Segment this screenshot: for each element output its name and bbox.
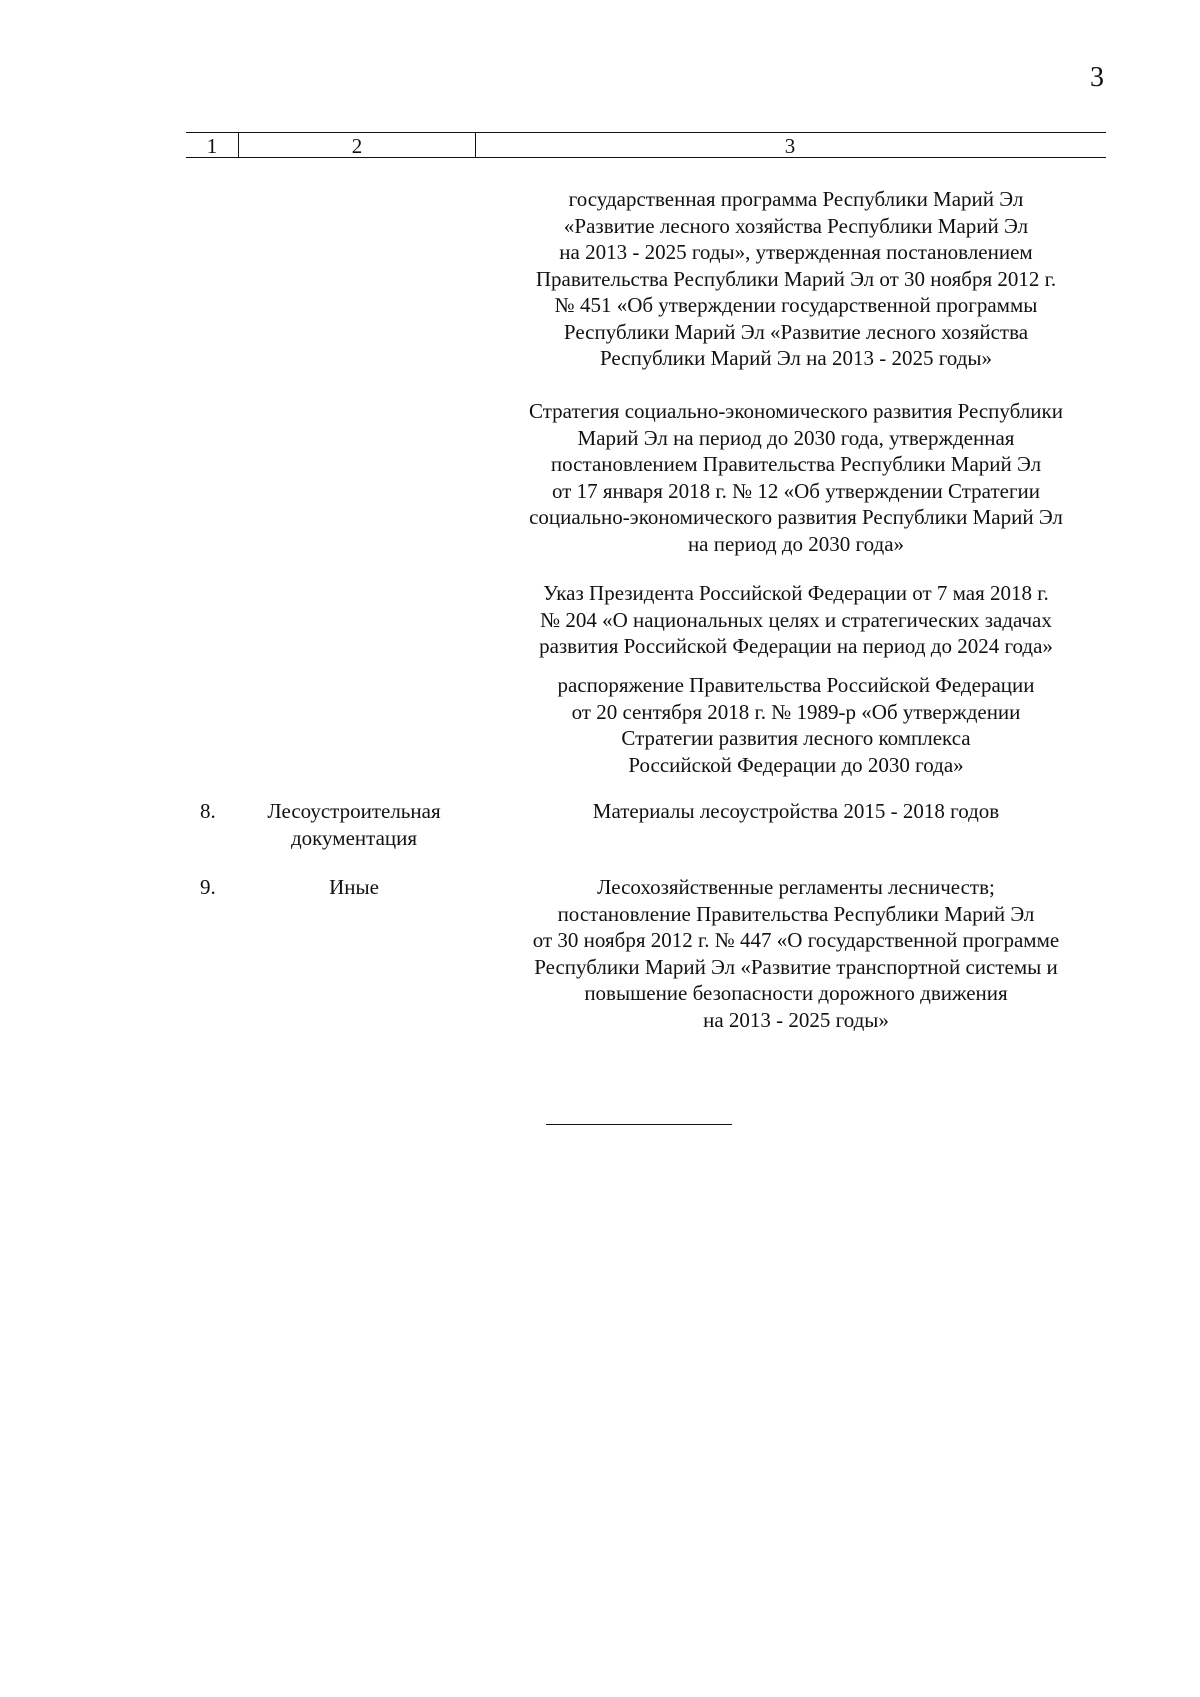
document-reference-presidential-decree: Указ Президента Российской Федерации от 7 мая 2018 г. № 204 «О национальных целях и стратегических задачах развития Российской Федерации на период до 2024 года» — [539, 581, 1053, 658]
row-8-name: Лесоустроительная документация — [267, 799, 441, 850]
page-number: 3 — [1090, 62, 1104, 93]
document-reference-government-order: распоряжение Правительства Российской Федерации от 20 сентября 2018 г. № 1989-р «Об утверждении Стратегии развития лесного комплекса Российской Федерации до 2030 года» — [557, 673, 1035, 777]
row-8-number: 8. — [200, 799, 216, 823]
row-9-number: 9. — [200, 875, 216, 899]
end-of-document-rule — [546, 1124, 732, 1125]
header-col-2: 2 — [238, 132, 476, 158]
header-col-3: 3 — [784, 134, 796, 158]
row-9-name: Иные — [329, 875, 379, 899]
row-8-content: Материалы лесоустройства 2015 - 2018 годов — [592, 799, 1000, 823]
row-9-content: Лесохозяйственные регламенты лесничеств; постановление Правительства Республики Марий Эл от 30 ноября 2012 г. № 447 «О государственной программе Республики Марий Эл «Развитие транспортной системы и повышение безопасности дорожного движения на 2013 - 2025 годы» — [532, 875, 1060, 1032]
document-reference-state-program: государственная программа Республики Марий Эл «Развитие лесного хозяйства Республики Марий Эл на 2013 - 2025 годы», утвержденная постановлением Правительства Республики Марий Эл от 30 ноября 2012 г. № 451 «Об утверждении государственной программы Республики Марий Эл «Развитие лесного хозяйства Республики Марий Эл на 2013 - 2025 годы» — [535, 187, 1057, 370]
document-reference-strategy: Стратегия социально-экономического развития Республики Марий Эл на период до 2030 года, утвержденная постановлением Правительства Республики Марий Эл от 17 января 2018 г. № 12 «Об утверждении Стратегии социально-экономического развития Республики Марий Эл на период до 2030 года» — [529, 399, 1063, 556]
table-header-row — [186, 132, 1106, 158]
header-bottom-rule — [186, 157, 1106, 158]
header-col-1: 1 — [206, 134, 218, 158]
